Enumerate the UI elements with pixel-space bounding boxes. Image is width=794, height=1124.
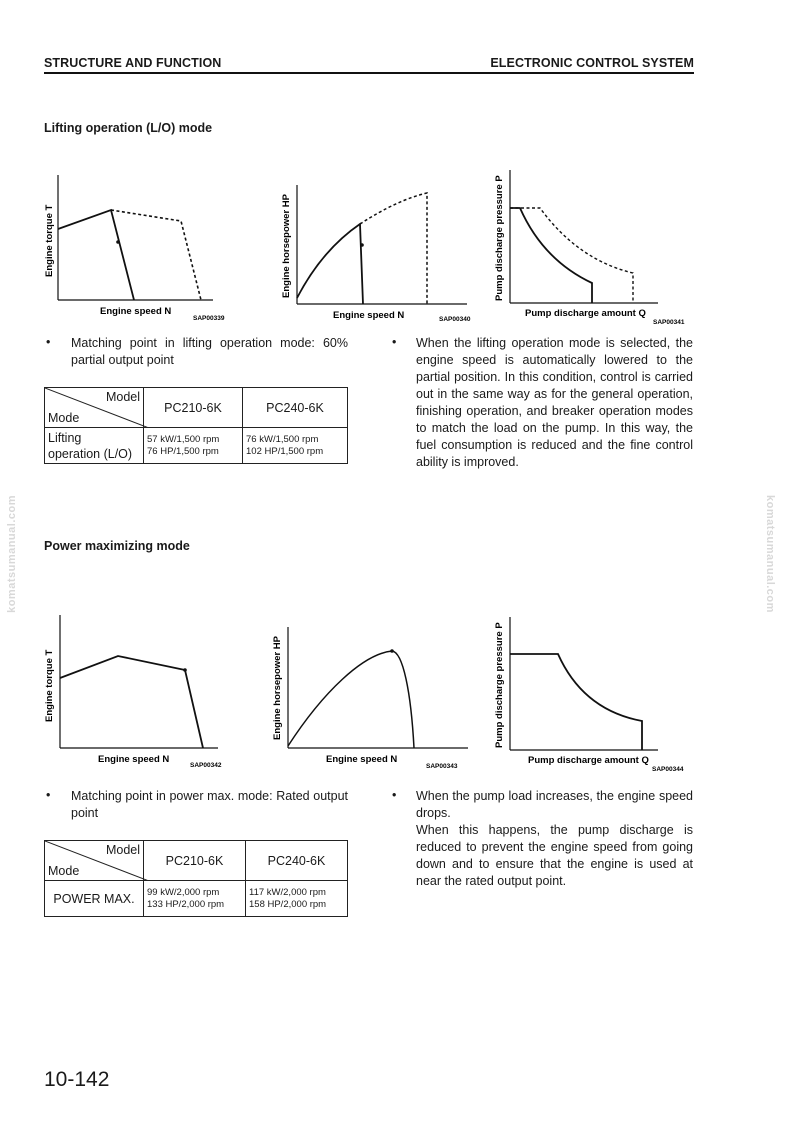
chart-pm-horsepower-xlabel: Engine speed N bbox=[326, 754, 398, 765]
table-cell-pc240 bbox=[243, 428, 348, 464]
table-col-pc240: PC240-6K bbox=[246, 841, 348, 881]
bullet-lo-description: When the lifting operation mode is selected, the engine speed is automatically lowered to the partial position. In this condition, control is carried out in the same way as for the general operation, finishing operation, and breaker operation modes to match the load on the pump. In this way, the fuel consumption is reduced and the fine control ability is improved. bbox=[416, 336, 693, 469]
table-cell-kw: 57 kW/1,500 rpm bbox=[147, 434, 220, 445]
table-cell-pc240 bbox=[246, 881, 348, 917]
bullet-lo-matching-point: Matching point in lifting operation mode: 60% partial output point bbox=[71, 336, 348, 367]
table-cell-hp: 158 HP/2,000 rpm bbox=[249, 898, 327, 910]
table-cell-pc210 bbox=[144, 881, 246, 917]
bullet-pm-matching-point: Matching point in power max. mode: Rated output point bbox=[71, 789, 348, 820]
chart-lo-torque-xlabel: Engine speed N bbox=[100, 306, 172, 317]
header-chapter-title: ELECTRONIC CONTROL SYSTEM bbox=[490, 56, 694, 70]
bullet-marker: • bbox=[392, 335, 397, 349]
chart-pm-pump-code: SAP00344 bbox=[652, 766, 684, 773]
header-section-title: STRUCTURE AND FUNCTION bbox=[44, 56, 222, 70]
section-title-power-max-mode: Power maximizing mode bbox=[44, 539, 190, 553]
chart-lo-horsepower-xlabel: Engine speed N bbox=[333, 310, 405, 321]
table-cell-kw: 99 kW/2,000 rpm bbox=[147, 887, 220, 898]
chart-pm-torque-code: SAP00342 bbox=[190, 762, 222, 769]
chart-pm-pump bbox=[488, 612, 698, 777]
table-cell-hp: 76 HP/1,500 rpm bbox=[147, 445, 219, 457]
table-header-mode: Mode bbox=[48, 864, 80, 878]
table-cell-pc210 bbox=[144, 428, 243, 464]
table-row-label-line: Lifting bbox=[48, 430, 82, 445]
chart-pm-pump-ylabel: Pump discharge pressure P bbox=[494, 622, 505, 748]
chart-lo-pump-ylabel: Pump discharge pressure P bbox=[494, 175, 505, 301]
bullet-pm-description-para1: When the pump load increases, the engine speed drops. bbox=[416, 789, 693, 820]
page-number: 10-142 bbox=[44, 1068, 110, 1091]
chart-lo-pump-xlabel: Pump discharge amount Q bbox=[525, 308, 646, 319]
bullet-pm-description-para2: When this happens, the pump discharge is reduced to prevent the engine speed from going down and to ensure that the engine is used at near the rated output point. bbox=[416, 823, 693, 888]
chart-pm-horsepower bbox=[268, 622, 483, 772]
table-cell-kw: 76 kW/1,500 rpm bbox=[246, 434, 319, 445]
bullet-pm-description bbox=[416, 788, 693, 890]
table-row-label bbox=[45, 428, 144, 464]
table-row-label: POWER MAX. bbox=[45, 881, 144, 917]
table-row-label-line: operation (L/O) bbox=[48, 446, 133, 461]
table-cell-kw: 117 kW/2,000 rpm bbox=[249, 887, 326, 898]
chart-lo-horsepower-code: SAP00340 bbox=[439, 316, 471, 323]
bullet-marker: • bbox=[392, 788, 397, 802]
chart-pm-horsepower-ylabel: Engine horsepower HP bbox=[272, 636, 283, 740]
table-corner-cell bbox=[45, 841, 144, 881]
chart-lo-horsepower bbox=[277, 180, 487, 330]
spec-table-power-max bbox=[44, 840, 348, 917]
table-corner-cell bbox=[45, 388, 144, 428]
chart-lo-pump bbox=[488, 165, 698, 330]
section-title-lifting-mode: Lifting operation (L/O) mode bbox=[44, 121, 213, 135]
chart-pm-horsepower-code: SAP00343 bbox=[426, 763, 458, 770]
chart-lo-horsepower-ylabel: Engine horsepower HP bbox=[281, 194, 292, 298]
table-col-pc210: PC210-6K bbox=[144, 841, 246, 881]
chart-pm-torque-xlabel: Engine speed N bbox=[98, 754, 170, 765]
table-cell-hp: 133 HP/2,000 rpm bbox=[147, 898, 225, 910]
table-header-model: Model bbox=[105, 843, 140, 857]
bullet-marker: • bbox=[46, 335, 51, 349]
chart-pm-pump-xlabel: Pump discharge amount Q bbox=[528, 755, 649, 766]
table-col-pc240: PC240-6K bbox=[243, 388, 348, 428]
table-header-model: Model bbox=[105, 390, 140, 404]
header-rule bbox=[44, 72, 694, 74]
bullet-marker: • bbox=[46, 788, 51, 802]
chart-lo-torque bbox=[38, 165, 228, 330]
chart-pm-torque bbox=[38, 610, 238, 770]
watermark-left: komatsumanual.com bbox=[6, 495, 18, 613]
chart-lo-torque-ylabel: Engine torque T bbox=[44, 204, 55, 277]
chart-lo-torque-code: SAP00339 bbox=[193, 315, 225, 322]
watermark-right: komatsumanual.com bbox=[764, 495, 776, 613]
chart-pm-torque-ylabel: Engine torque T bbox=[44, 649, 55, 722]
spec-table-lifting bbox=[44, 387, 348, 464]
table-col-pc210: PC210-6K bbox=[144, 388, 243, 428]
table-header-mode: Mode bbox=[48, 411, 80, 425]
table-cell-hp: 102 HP/1,500 rpm bbox=[246, 445, 324, 457]
chart-lo-pump-code: SAP00341 bbox=[653, 319, 685, 326]
